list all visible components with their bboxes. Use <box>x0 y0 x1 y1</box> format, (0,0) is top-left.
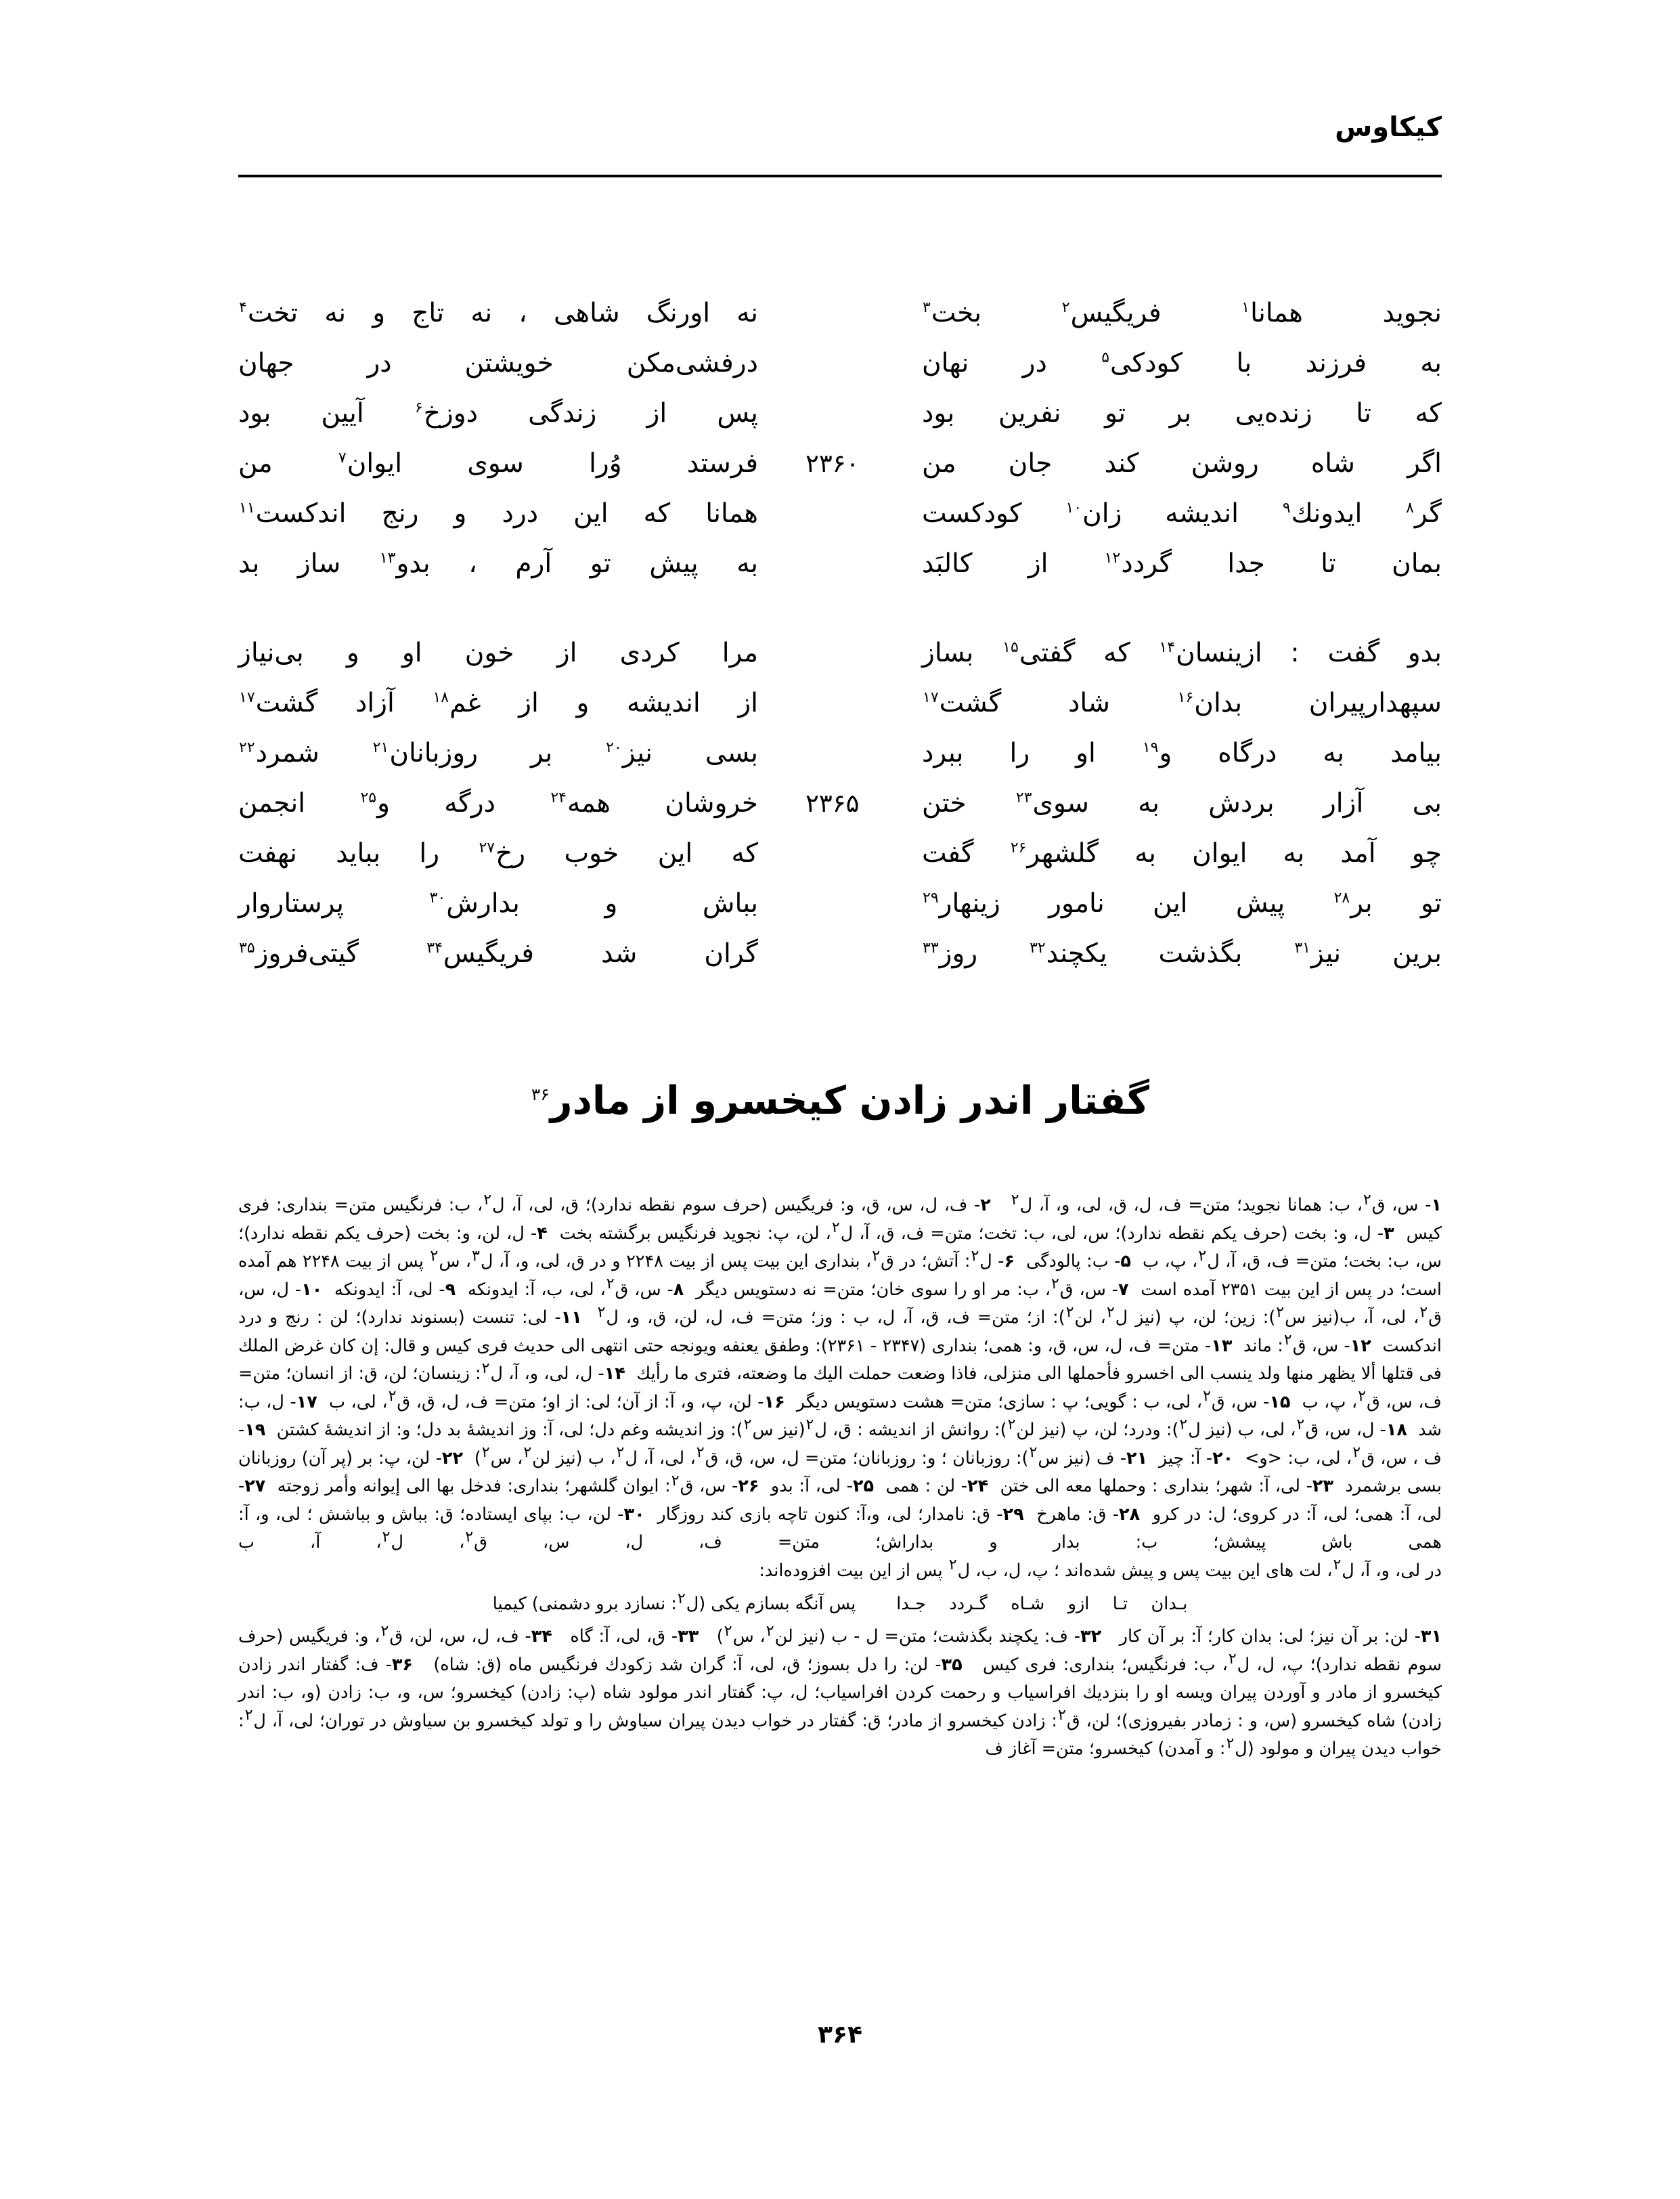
hemistich-second: از اندیشه و از غم$^{۱۸}$ آزاد گشت$^{۱۷}$ <box>239 688 758 718</box>
hemistich-second: به پیش تو آرم ، بدو$^{۱۳}$ ساز بد <box>238 548 758 579</box>
hemistich-first: بدو گفت : ازینسان$^{۱۴}$ که گفتی$^{۱۵}$ بساز <box>922 638 1442 668</box>
hemistich-first: به فرزند با کودکی$^۵$ در نهان <box>922 348 1442 378</box>
hemistich-first: بیامد به درگاه و$^{۱۹}$ او را ببرد <box>922 738 1442 768</box>
verse-couplet <box>238 932 1442 982</box>
verse-line-number: ۲۳۶۵ <box>805 789 860 818</box>
apparatus-paragraph: در لی، و، آ، ل$^۲$، لت های این بیت پس و پیش شده‌اند ؛ پ، ل، ب، ل$^۲$ پس از این بیت افزوده‌اند: <box>759 1556 1442 1581</box>
inset-hemistich-first: بـدان تـا ازو شـاه گـردد جـدا <box>896 1594 1188 1614</box>
section-heading-footnote-marker: ۳۶ <box>531 1085 550 1104</box>
verse-block <box>238 291 1442 1021</box>
hemistich-second: همانا که این درد و رنج اندکست$^{۱۱}$ <box>239 498 758 529</box>
section-heading <box>238 1079 1442 1124</box>
hemistich-second: درفشی‌مکن خویشتن در جهان <box>238 348 758 378</box>
inset-hemistich-second: پس آنگه بسازم یکی (ل$^۲$: نسازد برو دشمنی) کیمیا <box>492 1590 856 1614</box>
verse-couplet <box>238 542 1442 592</box>
verse-couplet <box>238 291 1442 341</box>
hemistich-first: نجوید همانا$^۱$ فریگیس$^۲$ بخت$^۳$ <box>923 298 1442 328</box>
hemistich-first: بی آزار بردش به سوی$^{۲۳}$ ختن <box>922 788 1442 819</box>
verse-couplet <box>238 731 1442 781</box>
verse-couplet <box>238 781 1442 831</box>
hemistich-second: فرستد وُرا سوی ایوان$^۷$ من <box>238 448 758 479</box>
hemistich-second: گران شد فریگیس$^{۳۴}$ گیتی‌فروز$^{۳۵}$ <box>239 938 758 969</box>
hemistich-first: سپهدارپیران بدان$^{۱۶}$ شاد گشت$^{۱۷}$ <box>923 688 1442 718</box>
hemistich-second: نه اورنگ شاهی ، نه تاج و نه تخت$^۴$ <box>239 298 758 328</box>
hemistich-first: که تا زنده‌یی بر تو نفرین بود <box>922 398 1442 429</box>
section-heading-text: گفتار اندر زادن کیخسرو از مادر <box>550 1079 1150 1123</box>
running-head: کیکاوس <box>1335 112 1442 143</box>
hemistich-second: که این خوب رخ$^{۲۷}$ را بباید نهفت <box>238 838 758 869</box>
verse-couplet <box>238 391 1442 441</box>
stanza-1 <box>238 291 1442 592</box>
hemistich-first: چو آمد به ایوان به گلشهر$^{۲۶}$ گفت <box>922 838 1442 869</box>
verse-couplet <box>238 341 1442 391</box>
hemistich-first: اگر شاه روشن کند جان من <box>922 448 1442 479</box>
verse-couplet <box>238 831 1442 881</box>
verse-couplet <box>238 681 1442 731</box>
header-rule <box>238 175 1442 177</box>
hemistich-first: تو بر$^{۲۸}$ پیش این نامور زینهار$^{۲۹}$ <box>923 888 1442 919</box>
critical-apparatus <box>238 1192 1442 1764</box>
hemistich-first: گر$^۸$ ایدونك$^۹$ اندیشه زان$^{۱۰}$ کودکست <box>922 498 1442 529</box>
page-number: ۳۶۴ <box>818 2021 862 2049</box>
hemistich-second: مرا کردی از خون او و بی‌نیاز <box>238 638 758 668</box>
apparatus-inset-verse <box>238 1589 1442 1619</box>
verse-couplet <box>238 881 1442 932</box>
verse-couplet <box>238 492 1442 542</box>
hemistich-second: بباش و بدارش$^{۳۰}$ پرستاروار <box>238 888 759 919</box>
hemistich-first: بمان تا جدا گردد$^{۱۲}$ از کالبَد <box>922 548 1442 579</box>
hemistich-second: پس از زندگی دوزخ$^۶$ آیین بود <box>238 398 758 429</box>
stanza-2 <box>238 631 1442 982</box>
verse-line-number: ۲۳۶۰ <box>805 449 860 478</box>
apparatus-paragraph: ۳۱- لن: بر آن نیز؛ لی: بدان کار؛ آ: بر آن کار ۳۲- ف: یکچند بگذشت؛ متن= ل - ب (نیز لن$^۲$، س$^۲$) ۳۳- ق، لی، آ: گاه ۳۴- ف، ل، س، لن، ق$^۲$، و: فریگیس (حرف سوم نقطه ندارد)؛ پ، ل، ل$^۲$، ب: فرنگیس؛ بنداری: فری کیس ۳۵- لن: را دل بسوز؛ ق، لی، آ: گران شد زکودك فرنگیس ماه (ق: شاه) ۳۶- ف: گفتار اندر زادن کیخسرو از مادر و آوردن پیران ویسه او را بنزدیك افراسیاب و رحمت کردن افراسیاب؛ ل، پ: گفتار اندر مولود شاه (پ: زادن) کیخسرو؛ س، و، ب: زادن (و، ب: اندر زادن) شاه کیخسرو (س، و : زمادر بفیروزی)؛ لن، ق$^۲$: زادن کیخسرو از مادر؛ ق: گفتار در خواب دیدن پیران سیاوش را و تولد کیخسرو بن سیاوش در توران؛ لی، آ، ل$^۲$: خواب دیدن پیران و مولود (ل$^۲$: و آمدن) کیخسرو؛ متن= آغاز ف <box>238 1622 1442 1759</box>
hemistich-first: برین نیز$^{۳۱}$ بگذشت یکچند$^{۳۲}$ روز$^{۳۳}$ <box>923 938 1442 969</box>
hemistich-second: بسی نیز$^{۲۰}$ بر روزبانان$^{۲۱}$ شمرد$^{۲۲}$ <box>239 738 758 768</box>
apparatus-paragraph: ۱- س، ق$^۲$، ب: همانا نجوید؛ متن= ف، ل، ق، لی، و، آ، ل$^۲$ ۲- ف، ل، س، ق، و: فریگیس (حرف سوم نقطه ندارد)؛ ق، لی، آ، ل$^۲$، ب: فرنگیس متن= بنداری: فری کیس ۳- ل، و: بخت (حرف یکم نقطه ندارد)؛ س، لی، ب: تخت؛ متن= ف، ق، آ، ل$^۲$، لن، پ: نجوید فرنگیس برگشته بخت ۴- ل، لن، و: بخت (حرف یکم نقطه ندارد)؛ س، ب: بخت؛ متن= ف، ق، آ، ل$^۲$، پ، ب ۵- ب: پالودگی ۶- ل$^۲$: آتش؛ در ق$^۲$، بنداری این بیت پس از بیت ۲۲۴۸ و در ق، لی، و، آ، ل$^۳$، س$^۲$ پس از بیت ۲۲۴۸ هم آمده است؛ در پس از این بیت ۲۳۵۱ آمده است ۷- س، ق$^۲$، ب: مر او را سوی خان؛ متن= نه دستویس دیگر ۸- س، ق$^۲$، لی، ب، آ: ایدونکه ۹- لی، آ: ایدونکه ۱۰- ل، س، ق$^۲$، لی، آ، ب(نیز س$^۲$): زین؛ لن، پ (نیز ل$^۲$، لن$^۲$): از؛ متن= ف، ق، آ، ل، ب : وز؛ متن= ف، ل، لن، ق، و، ل$^۲$ ۱۱- لی: تنست (بسنوند ندارد)؛ لن : رنج و درد اندکست ۱۲- س، ق$^۲$: ماند ۱۳- متن= ف، ل، س، ق، و: همی؛ بنداری (۲۳۴۷ - ۲۳۶۱): وطفق یعنفه ویونجه حتی انتهی الی حدیث فری کیس و قال: إن کان غرض الملك فی قتلها ألا یظهر منها ولد ینسب الی اخسرو فأحملها الی منزلی، فاذا وضعت حملت الیك ما وضعته، فتری ما رأیك ۱۴- ل، لی، و، آ، ل$^۲$: زینسان؛ لن، ق: از انسان؛ متن= ف، س، ق$^۲$، پ، ب ۱۵- س، ق$^۲$، لی، ب : گویی؛ پ : سازی؛ متن= هشت دستویس دیگر ۱۶- لن، پ، و، آ: از آن؛ لی: از او؛ متن= ف، ل، ق، ق$^۲$، لی، ب ۱۷- ل، ب: شد ۱۸- ل، س، ق$^۲$، لی، ب (نیز ل$^۲$): ودرد؛ لن، پ (نیز لن$^۲$): روانش از اندیشه : ق، ل$^۲$(نیز س$^۲$): وز اندیشه وغم دل؛ لی، آ: وز اندیشهٔ بد دل؛ و: از اندیشهٔ کشتن ۱۹- ف ، س، ق$^۲$، لی، ب: <و> ۲۰- آ: چیز ۲۱- ف (نیز س$^۲$): روزبانان ؛ و: روزبانان؛ متن= ل، س، ق، ق$^۲$، لی، آ، ل$^۲$، ب (نیز لن$^۲$، س$^۲$) ۲۲- لن، پ: بر (پر آن) روزبانان بسی برشمرد ۲۳- لی، آ: شهر؛ بنداری : وحملها معه الی ختن ۲۴- لن : همی ۲۵- لی، آ: بدو ۲۶- س، ق$^۲$: ایوان گلشهر؛ بنداری: فدخل بها الی إیوانه وأمر زوجته ۲۷- لی، آ: همی؛ لی، آ: در کروی؛ ل: در کرو ۲۸- ق: ماهرخ ۲۹- ق: نامدار؛ لی، و،آ: کنون تاچه بازی کند روزگار ۳۰- لن، ب: بپای ایستاده؛ ق: بباش و بباشش ؛ لی، و، آ: همی باش پیشش؛ ب: بدار و بداراش؛ متن= ف، ل، س، ق$^۲$، ل$^۲$، آ، ب <box>238 1191 1442 1552</box>
verse-couplet <box>238 441 1442 492</box>
hemistich-second: خروشان همه$^{۲۴}$ درگه و$^{۲۵}$ انجمن <box>238 788 758 819</box>
verse-couplet <box>238 631 1442 681</box>
